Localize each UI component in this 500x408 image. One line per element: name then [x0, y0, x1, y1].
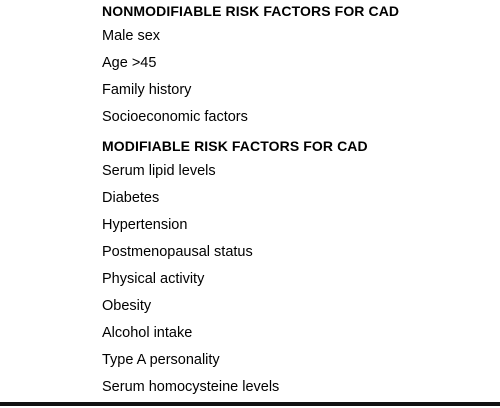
list-item: Serum homocysteine levels — [102, 379, 280, 395]
list-item: Male sex — [102, 28, 161, 44]
modifiable-heading: MODIFIABLE RISK FACTORS FOR CAD — [102, 138, 368, 154]
list-item: Serum lipid levels — [102, 163, 216, 179]
modifiable-section — [102, 137, 368, 401]
nonmodifiable-heading: NONMODIFIABLE RISK FACTORS FOR CAD — [102, 3, 400, 19]
list-item: Physical activity — [102, 271, 205, 287]
list-item: Alcohol intake — [102, 325, 193, 341]
modifiable-list — [102, 158, 368, 401]
list-item: Hypertension — [102, 217, 188, 233]
list-item: Socioeconomic factors — [102, 109, 248, 125]
list-item: Family history — [102, 82, 192, 98]
list-item: Postmenopausal status — [102, 244, 253, 260]
list-item: Age >45 — [102, 55, 157, 71]
list-item: Obesity — [102, 298, 152, 314]
nonmodifiable-section — [102, 2, 399, 131]
bottom-rule — [0, 402, 500, 406]
list-item: Type A personality — [102, 352, 220, 368]
nonmodifiable-list — [102, 23, 399, 131]
list-item: Diabetes — [102, 190, 160, 206]
